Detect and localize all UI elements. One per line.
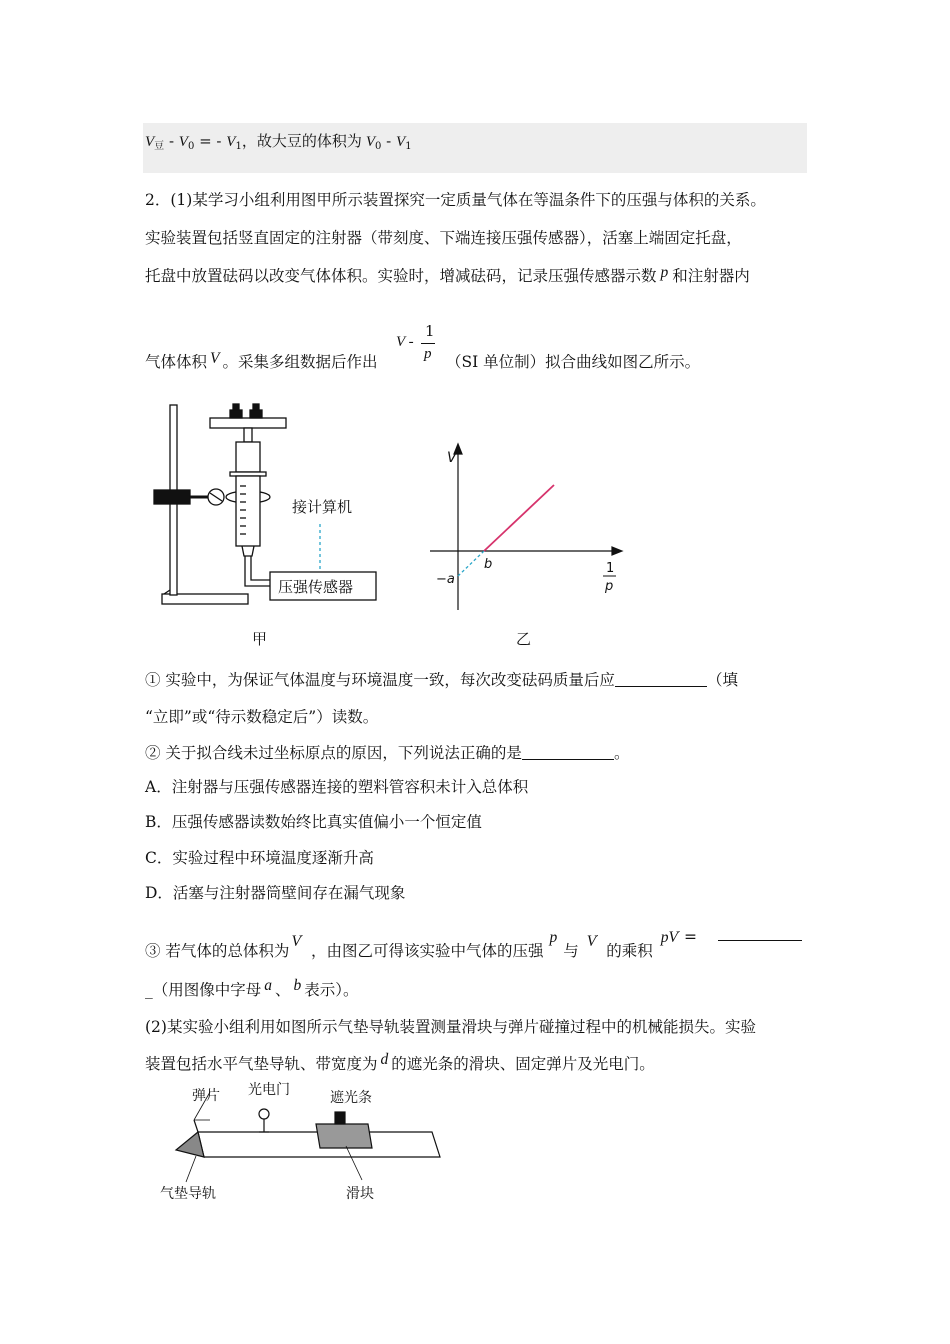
label-sensor: 压强传感器 [278,578,354,596]
q-2 [145,741,629,763]
clamp-block [154,490,190,504]
label-computer: 接计算机 [292,498,353,516]
option-a: A．注射器与压强传感器连接的塑料管容积未计入总体积 [145,778,529,796]
part2-line2 [145,1051,655,1074]
q3-letter-b: b [293,977,302,994]
q2-line2: 实验装置包括竖直固定的注射器（带刻度、下端连接压强传感器），活塞上端固定托盘， [145,229,742,247]
axis-x-den: p [605,579,614,594]
answer-tail: 故大豆的体积为 [256,132,362,150]
label-gate: 光电门 [248,1082,290,1098]
q2-line3-a: 托盘中放置砝码以改变气体体积。实验时，增减砝码，记录压强传感器示数 [145,267,657,285]
label-b: b [484,557,493,572]
option-b: B．压强传感器读数始终比真实值偏小一个恒定值 [145,813,482,831]
blank-2[interactable] [522,745,614,760]
gate-head [259,1109,269,1119]
q3-cont-c: 表示）。 [304,981,359,999]
caption-yi: 乙 [516,630,532,648]
q2-text: ② 关于拟合线未过坐标原点的原因，下列说法正确的是 [145,744,522,762]
q2-end: 。 [613,744,630,762]
label-neg-a: −a [436,572,455,587]
q2-line3 [145,264,750,286]
weight-1 [230,410,242,418]
label-strip: 遮光条 [330,1090,372,1106]
q-1 [145,668,738,690]
part2-line2-a: 装置包括水平气垫导轨、带宽度为 [145,1055,378,1073]
var-v: V [210,350,220,367]
figure-yi [420,440,640,650]
var-p: p [660,264,669,281]
q3-expr: pV [660,929,678,946]
part2-line1: (2)某实验小组利用如图所示气垫导轨装置测量滑块与弹片碰撞过程中的机械能损失。实验 [145,1018,756,1036]
q3-text-a: ③ 若气体的总体积为 [145,942,290,960]
part2-line2-b: 的遮光条的滑块、固定弹片及光电门。 [391,1055,655,1073]
q3-cont-a: _（用图像中字母 [145,981,262,999]
q-3-cont [145,977,359,1000]
q2-line4-b: 。采集多组数据后作出 [222,353,378,371]
syringe-barrel [236,476,260,546]
q3-text-d: 的乘积 [606,942,653,960]
q1-text: ① 实验中，为保证气体温度与环境温度一致，每次改变砝码质量后应 [145,671,615,689]
label-spring: 弹片 [192,1088,220,1104]
var-d: d [380,1051,389,1068]
light-strip [335,1112,345,1124]
option-d: D．活塞与注射器筒壁间存在漏气现象 [145,884,406,902]
q1-tail: （填 [706,671,738,689]
answer-equation: $V_豆 - V_0$ = - $V_1$，故大豆的体积为 $V_0 - V_1$ [145,132,412,152]
x-arrow [612,547,622,555]
figure-air-track [150,1080,450,1210]
frac-num: 1 [425,322,435,340]
fit-extension [458,551,484,576]
q3-cont-b: 、 [275,981,291,999]
q2-line1: 2．(1)某学习小组利用图甲所示装置探究一定质量气体在等温条件下的压强与体积的关系。 [145,191,766,209]
weight-2 [250,410,262,418]
q3-prime2: ′ [596,935,599,945]
axis-x-num: 1 [606,561,615,576]
q2-line4-c: （SI 单位制）拟合曲线如图乙所示。 [446,353,701,371]
frac-den: p [424,346,432,362]
label-slider: 滑块 [346,1186,374,1202]
caption-jia: 甲 [252,630,268,648]
option-c: C．实验过程中环境温度逐渐升高 [145,849,374,867]
axis-y-label: V [447,450,457,466]
q3-prime3: ′ [677,931,681,941]
q3-text-b: ，由图乙可得该实验中气体的压强 [310,942,544,960]
spring-piece [194,1120,198,1132]
frac-left: V - [396,334,414,350]
label-rail: 气垫导轨 [160,1186,216,1202]
slider [316,1124,372,1148]
q3-var-p: p [549,929,558,946]
q2-line4-a: 气体体积 [145,353,208,371]
figure-jia [150,400,410,660]
q-1-cont: “立即”或“待示数稳定后”）读数。 [145,708,379,726]
q3-prime: ′ [300,935,303,945]
q-3 [145,928,697,961]
fit-line [484,485,554,551]
q3-eq: = [684,928,698,946]
q2-line4 [145,350,378,372]
q2-line3-b: 和注射器内 [672,267,750,285]
blank-3[interactable] [718,940,802,941]
frac-bar [421,343,435,344]
q3-var-v2: V [586,933,597,950]
q3-var-v: V [291,933,301,950]
blank-1[interactable] [615,672,707,687]
tray [210,418,286,428]
q3-letter-a: a [264,977,273,994]
q3-text-c: 与 [563,942,579,960]
